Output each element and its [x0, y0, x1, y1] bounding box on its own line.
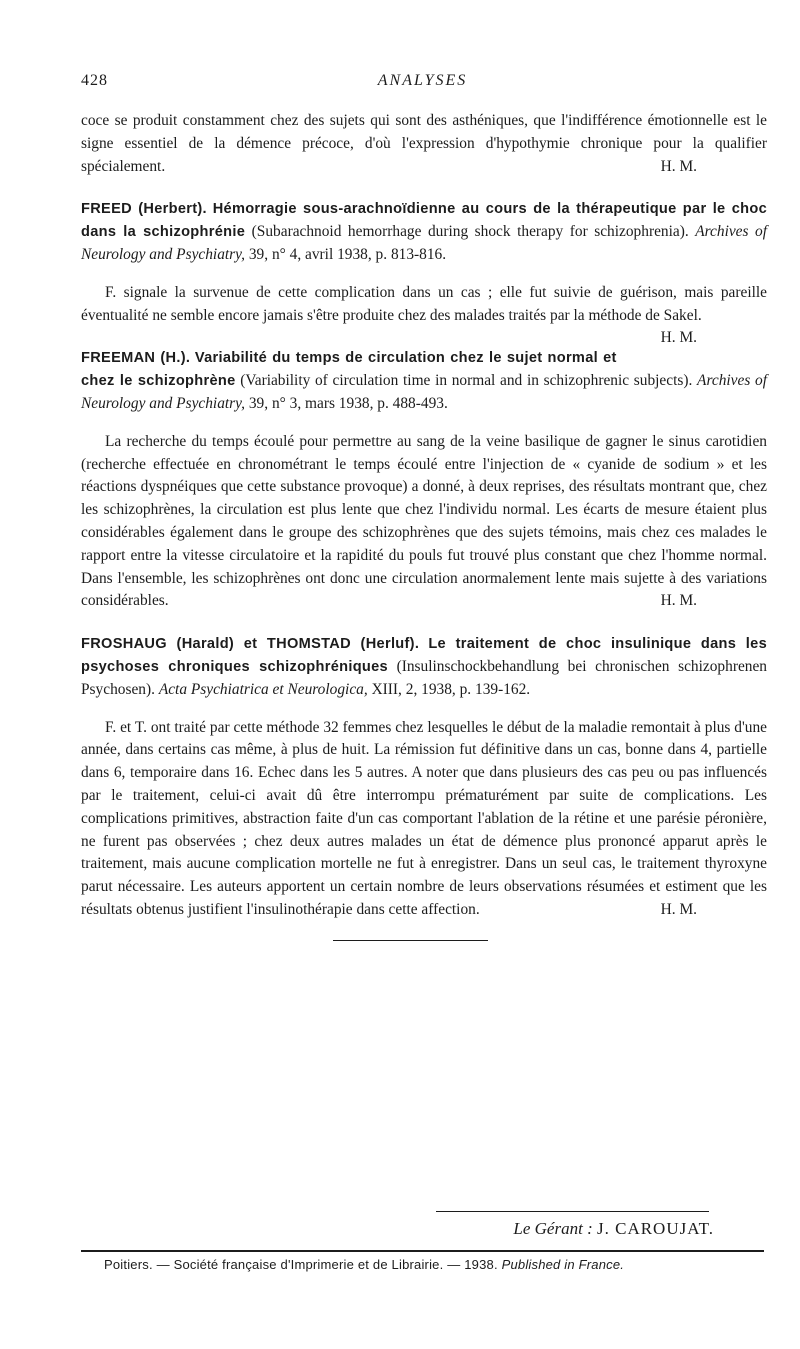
- entry-froshaug-thomstad: [81, 633, 767, 922]
- intro-paragraph: coce se produit constamment chez des sujets qui sont des asthéniques, que l'indifférence émotionnelle est le signe essentiel de la démence précoce, d'où l'expression d'hypothymie chronique pour la qualifier spécialement. H. M.: [81, 110, 767, 178]
- running-title: ANALYSES: [377, 72, 468, 89]
- summary: F. signale la survenue de cette complication dans un cas ; elle fut suivie de guérison, mais pareille éventualité ne semble encore jamais s'être produite chez des malades traités par la méthode de Sakel. H. M.: [81, 282, 767, 328]
- original-title: (Variability of circulation time in normal and in schizophrenic subjects).: [240, 372, 693, 390]
- article-title: Hémorragie sous-arachnoïdienne au cours de la thérapeutique par le choc dans la schizophrénie: [81, 201, 767, 241]
- journal-name: Archives of Neurology and Psychiatry,: [81, 223, 767, 263]
- gerant-rule: [436, 1211, 709, 1212]
- body-text: [81, 110, 767, 941]
- summary: La recherche du temps écoulé pour permettre au sang de la veine basilique de gagner le sinus carotidien (recherche effectuée en chronométrant le temps écoulé entre l'injection de « cyanide de sodium » et les réactions dyspnéiques que cette substance provoque) a donné, à deux reprises, des résultats montrant que, chez les schizophrènes, la circulation est plus lente que chez l'individu normal. Les écarts de mesure étaient plus considérables également dans le groupe des schizophrènes que des sujets témoins, mais chez ces malades le rapport entre la vitesse circulatoire et la rapidité du pouls fut trouvé plus constant que chez l'homme normal. Dans l'ensemble, les schizophrènes ont donc une circulation anormalement lente mais sujette à des variations considérables. H. M.: [81, 431, 767, 613]
- signature: H. M.: [660, 592, 697, 610]
- signature: H. M.: [660, 329, 697, 347]
- article-title: Le traitement de choc insulinique dans les psychoses chroniques schizophréniques: [81, 636, 767, 675]
- signature: H. M.: [660, 900, 697, 918]
- running-head: [81, 72, 764, 94]
- original-title: (Insulinschockbehandlung bei chronischen schizophrenen Psychosen).: [81, 657, 767, 698]
- page-number: 428: [81, 72, 108, 89]
- gerant-name: J. CAROUJAT.: [596, 1219, 714, 1238]
- journal-name: Acta Psychiatrica et Neurologica,: [158, 680, 368, 698]
- citation: XIII, 2, 1938, p. 139-162.: [371, 680, 531, 698]
- entry-freeman: [81, 347, 767, 613]
- gerant-block: [81, 1211, 764, 1239]
- author: FREEMAN (H.).: [81, 350, 191, 367]
- published-in-france: Published in France.: [501, 1257, 625, 1272]
- entry-freed: [81, 198, 767, 347]
- footer-rule: [81, 1250, 764, 1252]
- author: FROSHAUG (Harald) et THOMSTAD (Herluf).: [81, 636, 420, 653]
- summary: F. et T. ont traité par cette méthode 32 femmes chez lesquelles le début de la maladie remontait à plus d'une année, dans certains cas même, à plus de huit. La rémission fut définitive dans un cas, bonne dans 4, partielle dans 6, temporaire dans 16. Echec dans les 5 autres. A noter que dans plusieurs des cas peu ou pas influencés par le traitement, celui-ci avait dû être interrompu prématurément par suite de complications. Les complications primitives, abstraction faite d'un cas comportant l'ablation de la rétine et une parésie péronière, ne furent pas observées ; chez deux autres malades un état de démence plus prononcé apparut après le traitement, mais aucune complication mortelle ne fut à enregistrer. Dans un seul cas, le traitement thyroxyne parut nécessaire. Les auteurs apportent un certain nombre de leurs observations résumées et estiment que les résultats obtenus justifient l'insulinothérapie dans cette affection. H. M.: [81, 717, 767, 922]
- printer-text: Poitiers. — Société française d'Imprimerie et de Librairie. — 1938.: [104, 1257, 498, 1272]
- author: FREED (Herbert).: [81, 201, 207, 218]
- printer-imprint: [104, 1257, 624, 1272]
- bibliographic-reference: [81, 347, 767, 415]
- signature: H. M.: [660, 157, 697, 175]
- citation: 39, n° 4, avril 1938, p. 813-816.: [248, 245, 447, 263]
- bibliographic-reference: [81, 633, 767, 701]
- article-title: Variabilité du temps de circulation chez le sujet normal et chez le schizophrène: [81, 350, 617, 390]
- gerant-line: [513, 1219, 714, 1239]
- gerant-label: Le Gérant :: [513, 1219, 593, 1238]
- bibliographic-reference: [81, 198, 767, 266]
- journal-name: Archives of Neurology and Psychiatry,: [81, 372, 767, 412]
- separator-line: [333, 940, 488, 941]
- original-title: (Subarachnoid hemorrhage during shock therapy for schizophrenia).: [251, 223, 689, 241]
- citation: 39, n° 3, mars 1938, p. 488-493.: [248, 394, 448, 412]
